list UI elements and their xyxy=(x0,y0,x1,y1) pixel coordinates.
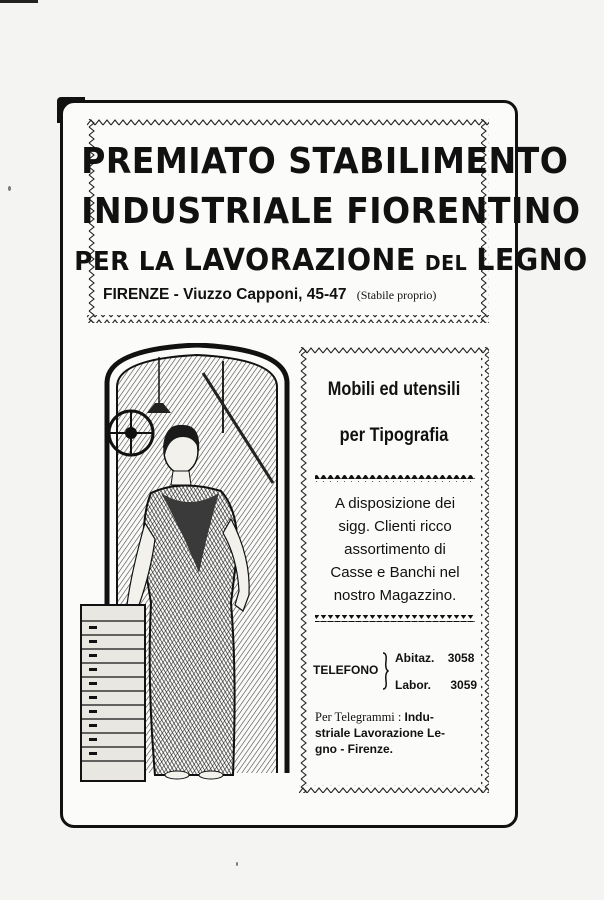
description-line-3: assortimento di xyxy=(344,541,446,558)
dust-speck xyxy=(236,862,238,866)
labor-label: Labor. xyxy=(395,678,432,692)
abitaz-number: 3058 xyxy=(447,651,475,665)
address-note: (Stabile proprio) xyxy=(356,288,437,302)
advertisement-panel xyxy=(60,100,588,828)
description-line-2: sigg. Clienti ricco xyxy=(338,518,452,535)
products-line-2: per Tipografia xyxy=(339,425,449,446)
header-line-3-part2: LAVORAZIONE xyxy=(183,243,416,278)
telephone-brace xyxy=(381,651,389,691)
header-line-3-part1: PER LA xyxy=(74,247,175,277)
header-line-1: PREMIATO STABILIMENTO xyxy=(81,141,569,182)
abitaz-label: Abitaz. xyxy=(395,651,435,665)
description-line-5: nostro Magazzino. xyxy=(333,587,457,604)
scan-edge-mark xyxy=(0,0,38,3)
telegram-block xyxy=(315,709,505,757)
address-text: FIRENZE - Viuzzo Capponi, 45-47 xyxy=(103,286,347,303)
divider-upper xyxy=(315,475,475,482)
header-line-3 xyxy=(74,243,588,278)
products-line-1: Mobili ed utensili xyxy=(327,379,461,400)
header-line-2: INDUSTRIALE FIORENTINO xyxy=(81,191,581,232)
header-line-3-part3: DEL xyxy=(424,251,468,275)
telegram-line-3: gno - Firenze. xyxy=(315,742,393,756)
telephone-labor xyxy=(395,678,477,692)
telegram-line-2: striale Lavorazione Le- xyxy=(315,726,446,740)
divider-lower xyxy=(315,615,475,622)
telegram-line-1: Indu- xyxy=(404,710,434,724)
description-line-1: A disposizione dei xyxy=(334,495,456,512)
telephone-label: TELEFONO xyxy=(313,663,379,677)
telegram-prefix: Per Telegrammi : xyxy=(315,710,402,724)
labor-number: 3059 xyxy=(450,678,478,692)
telephone-abitaz xyxy=(395,651,474,665)
description-line-4: Casse e Banchi nel xyxy=(330,564,460,581)
header-address xyxy=(103,286,436,304)
type-case-cabinet xyxy=(79,603,147,783)
dust-speck xyxy=(8,186,11,191)
header-line-3-part4: LEGNO xyxy=(476,243,588,278)
